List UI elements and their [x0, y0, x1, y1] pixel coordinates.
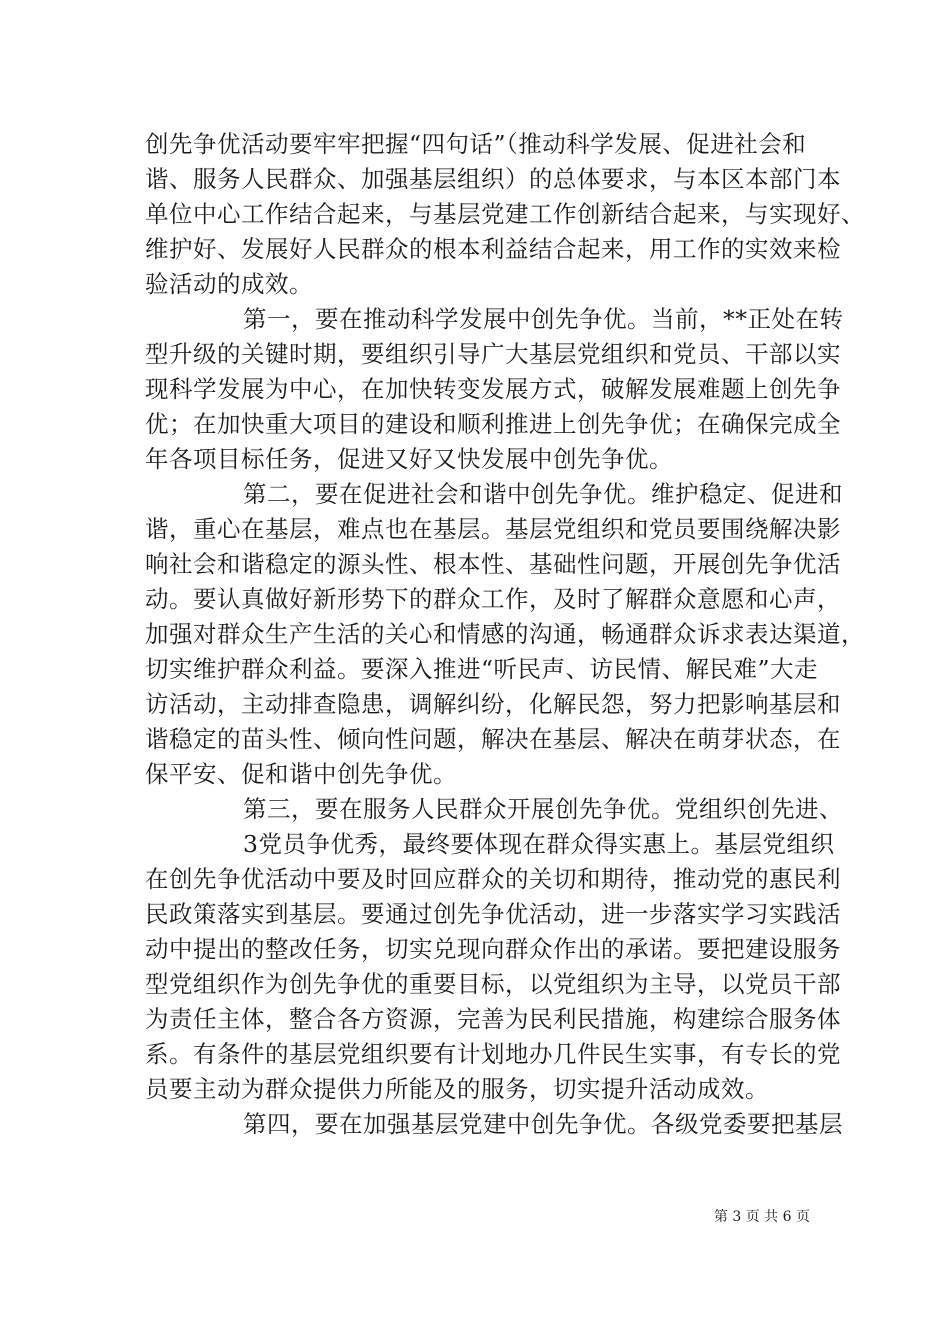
text-line: 系。有条件的基层党组织要有计划地办几件民生实事，有专长的党	[145, 1040, 841, 1068]
text-line: 第一，要在推动科学发展中创先争优。当前，**正处在转	[243, 305, 844, 333]
text-line: 民政策落实到基层。要通过创先争优活动，进一步落实学习实践活	[145, 900, 841, 928]
body-text	[145, 127, 865, 1142]
text-line: 验活动的成效。	[145, 270, 313, 298]
page-number: 第 3 页 共 6 页	[713, 1209, 810, 1225]
text-line: 保平安、促和谐中创先争优。	[145, 760, 457, 788]
text-line: 响社会和谐稳定的源头性、根本性、基础性问题，开展创先争优活	[145, 550, 841, 578]
text-line: 单位中心工作结合起来，与基层党建工作创新结合起来，与实现好、	[145, 200, 865, 228]
text-line: 第四，要在加强基层党建中创先争优。各级党委要把基层	[243, 1110, 843, 1138]
text-line: 谐、服务人民群众、加强基层组织）的总体要求，与本区本部门本	[145, 165, 841, 193]
text-line: 创先争优活动要牢牢把握“四句话”（推动科学发展、促进社会和	[145, 130, 807, 158]
text-line: 为责任主体，整合各方资源，完善为民利民措施，构建综合服务体	[145, 1005, 841, 1033]
text-line: 动。要认真做好新形势下的群众工作，及时了解群众意愿和心声，	[145, 585, 841, 613]
text-line: 型党组织作为创先争优的重要目标，以党组织为主导，以党员干部	[145, 970, 841, 998]
text-line: 第三，要在服务人民群众开展创先争优。党组织创先进、	[243, 795, 843, 823]
text-line: 加强对群众生产生活的关心和情感的沟通，畅通群众诉求表达渠道，	[145, 620, 865, 648]
text-line: 维护好、发展好人民群众的根本利益结合起来，用工作的实效来检	[145, 235, 841, 263]
text-line: 动中提出的整改任务，切实兑现向群众作出的承诺。要把建设服务	[145, 935, 841, 963]
text-line: 在创先争优活动中要及时回应群众的关切和期待，推动党的惠民利	[145, 865, 841, 893]
text-line: 优；在加快重大项目的建设和顺利推进上创先争优；在确保完成全	[145, 410, 841, 438]
text-line: 现科学发展为中心，在加快转变发展方式，破解发展难题上创先争	[145, 375, 841, 403]
text-line: 谐，重心在基层，难点也在基层。基层党组织和党员要围绕解决影	[145, 515, 841, 543]
text-line: 切实维护群众利益。要深入推进“听民声、访民情、解民难”大走	[145, 655, 819, 683]
text-line: 员要主动为群众提供力所能及的服务，切实提升活动成效。	[145, 1075, 769, 1103]
text-line: 谐稳定的苗头性、倾向性问题，解决在基层、解决在萌芽状态，在	[145, 725, 841, 753]
text-line: 年各项目标任务，促进又好又快发展中创先争优。	[145, 445, 673, 473]
text-line: 访活动，主动排查隐患，调解纠纷，化解民怨，努力把影响基层和	[145, 690, 841, 718]
text-line: 3党员争优秀，最终要体现在群众得实惠上。基层党组织	[243, 830, 835, 858]
text-line: 第二，要在促进社会和谐中创先争优。维护稳定、促进和	[243, 480, 843, 508]
text-line: 型升级的关键时期，要组织引导广大基层党组织和党员、干部以实	[145, 340, 841, 368]
